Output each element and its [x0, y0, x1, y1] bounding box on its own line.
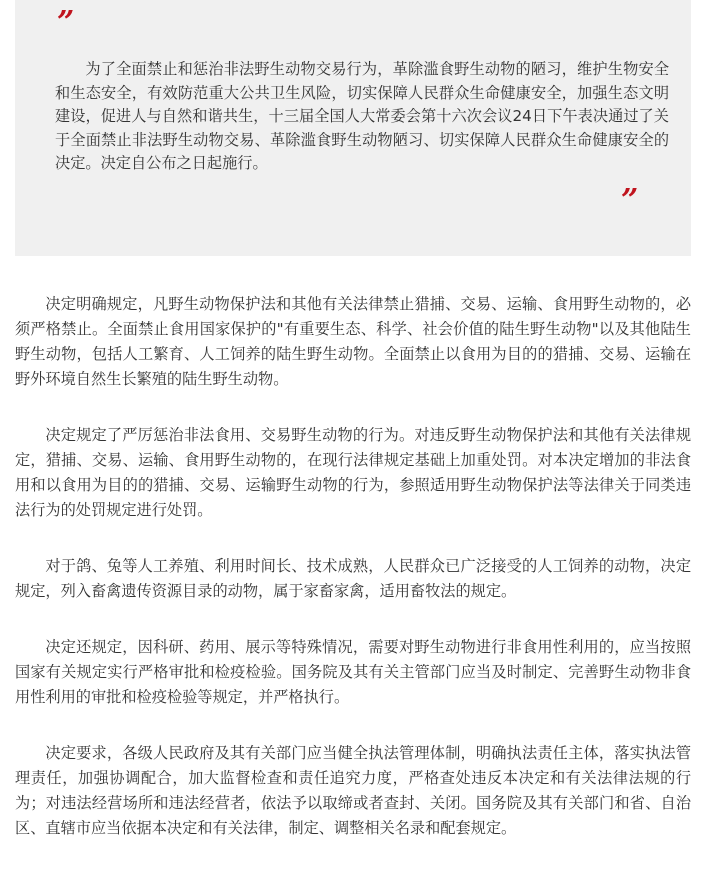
quote-box — [15, 0, 691, 256]
paragraph-2: 决定规定了严厉惩治非法食用、交易野生动物的行为。对违反野生动物保护法和其他有关法律规定，猎捕、交易、运输、食用野生动物的，在现行法律规定基础上加重处罚。对本决定增加的非法食用和以食用为目的的猎捕、交易、运输野生动物的行为，参照适用野生动物保护法等法律关于同类违法行为的处罚规定进行处罚。 — [15, 426, 691, 519]
article-body — [15, 292, 691, 872]
open-quote-mark-icon: ” — [57, 5, 73, 40]
quote-text: 为了全面禁止和惩治非法野生动物交易行为，革除滥食野生动物的陋习，维护生物安全和生态安全，有效防范重大公共卫生风险，切实保障人民群众生命健康安全，加强生态文明建设，促进人与自然和谐共生，十三届全国人大常委会第十六次会议24日下午表决通过了关于全面禁止非法野生动物交易、革除滥食野生动物陋习、切实保障人民群众生命健康安全的决定。决定自公布之日起施行。 — [55, 60, 669, 172]
paragraph-5: 决定要求，各级人民政府及其有关部门应当健全执法管理体制，明确执法责任主体，落实执法管理责任，加强协调配合，加大监督检查和责任追究力度，严格查处违反本决定和有关法律法规的行为；对违法经营场所和违法经营者，依法予以取缔或者查封、关闭。国务院及其有关部门和省、自治区、直辖市应当依据本决定和有关法律，制定、调整相关名录和配套规定。 — [15, 744, 691, 837]
close-quote-mark-icon: ” — [621, 183, 637, 218]
paragraph-1: 决定明确规定，凡野生动物保护法和其他有关法律禁止猎捕、交易、运输、食用野生动物的，必须严格禁止。全面禁止食用国家保护的"有重要生态、科学、社会价值的陆生野生动物"以及其他陆生野生动物，包括人工繁育、人工饲养的陆生野生动物。全面禁止以食用为目的的猎捕、交易、运输在野外环境自然生长繁殖的陆生野生动物。 — [15, 295, 691, 388]
paragraph-4: 决定还规定，因科研、药用、展示等特殊情况，需要对野生动物进行非食用性利用的，应当按照国家有关规定实行严格审批和检疫检验。国务院及其有关主管部门应当及时制定、完善野生动物非食用性利用的审批和检疫检验等规定，并严格执行。 — [15, 638, 691, 706]
paragraph-3: 对于鸽、兔等人工养殖、利用时间长、技术成熟，人民群众已广泛接受的人工饲养的动物，决定规定，列入畜禽遗传资源目录的动物，属于家畜家禽，适用畜牧法的规定。 — [15, 557, 691, 600]
